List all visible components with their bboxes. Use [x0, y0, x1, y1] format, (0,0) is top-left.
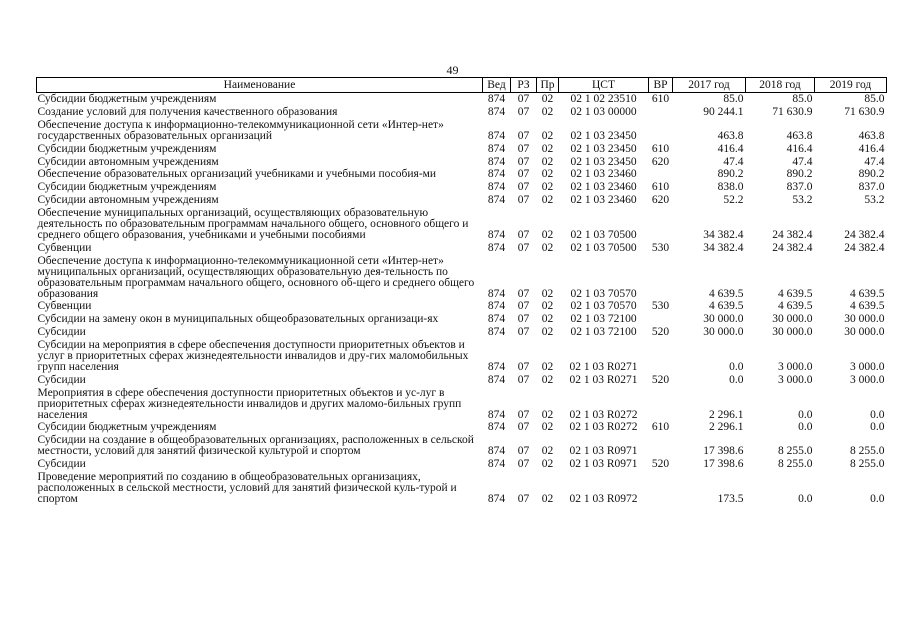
- row-amount-2018: 3 000.0: [778, 373, 813, 386]
- row-amount-2018: 0.0: [798, 421, 813, 434]
- row-amount-2017: 17 398.6: [703, 445, 744, 458]
- col-header-cst: ЦСТ: [559, 78, 649, 93]
- row-vr: [649, 313, 673, 326]
- row-ved: 874: [487, 421, 506, 434]
- row-amount-2018: 85.0: [792, 93, 813, 105]
- row-pr: 02: [541, 168, 554, 181]
- table-body: [37, 93, 887, 506]
- row-name: Субсидии: [37, 373, 86, 386]
- row-ved: 874: [487, 313, 506, 326]
- row-name: Субсидии бюджетным учреждениям: [37, 142, 217, 155]
- row-vr: 530: [651, 241, 670, 254]
- row-pr: 02: [541, 194, 554, 207]
- row-vr: 610: [651, 93, 670, 105]
- row-cst: 02 1 03 23460: [570, 181, 637, 194]
- col-header-2017: 2017 год: [673, 78, 746, 93]
- row-pr: 02: [541, 445, 554, 458]
- row-vr: 620: [651, 194, 670, 207]
- row-pr: 02: [541, 241, 554, 254]
- row-rz: 07: [517, 228, 530, 241]
- row-amount-2019: 53.2: [864, 194, 885, 207]
- row-vr: 610: [651, 421, 670, 434]
- row-ved: 874: [487, 93, 506, 105]
- row-ved: 874: [487, 168, 506, 181]
- table-row: [37, 421, 887, 434]
- row-cst: 02 1 03 R0271: [569, 373, 638, 386]
- row-amount-2018: 0.0: [798, 408, 813, 421]
- row-amount-2019: 0.0: [870, 421, 885, 434]
- row-name: Субсидии автономным учреждениям: [37, 194, 219, 207]
- row-ved: 874: [487, 300, 506, 313]
- row-vr: 610: [651, 142, 670, 155]
- col-header-name: Наименование: [37, 78, 483, 93]
- table-row: [37, 458, 887, 471]
- row-vr: [649, 434, 673, 458]
- row-cst: 02 1 03 R0971: [569, 445, 638, 458]
- row-rz: 07: [517, 313, 530, 326]
- col-header-pr: Пр: [537, 78, 559, 93]
- row-ved: 874: [487, 228, 506, 241]
- row-vr: [649, 471, 673, 506]
- table-row: [37, 143, 887, 156]
- budget-table: [36, 77, 887, 506]
- row-amount-2019: 24 382.4: [844, 241, 885, 254]
- row-pr: 02: [541, 421, 554, 434]
- row-pr: 02: [541, 326, 554, 339]
- row-name: Субвенции: [37, 300, 92, 313]
- row-rz: 07: [517, 300, 530, 313]
- row-pr: 02: [541, 142, 554, 155]
- row-amount-2017: 2 296.1: [709, 421, 744, 434]
- row-cst: 02 1 03 23450: [570, 155, 637, 168]
- row-rz: 07: [517, 155, 530, 168]
- row-cst: 02 1 03 70570: [570, 300, 637, 313]
- col-header-rz: РЗ: [511, 78, 537, 93]
- row-cst: 02 1 03 00000: [570, 105, 637, 118]
- row-name: Субсидии бюджетным учреждениям: [37, 93, 217, 105]
- row-amount-2018: 4 639.5: [778, 287, 813, 300]
- row-pr: 02: [541, 105, 554, 118]
- row-amount-2018: 24 382.4: [772, 228, 813, 241]
- row-cst: 02 1 03 72100: [570, 326, 637, 339]
- row-amount-2019: 71 630.9: [844, 105, 885, 118]
- row-cst: 02 1 03 23460: [570, 194, 637, 207]
- row-rz: 07: [517, 373, 530, 386]
- row-rz: 07: [517, 445, 530, 458]
- row-ved: 874: [487, 445, 506, 458]
- row-vr: [649, 387, 673, 422]
- row-rz: 07: [517, 287, 530, 300]
- row-name: Субсидии на мероприятия в сфере обеспечения доступности приоритетных объектов и услуг в приоритетных сферах жизнедеятельности инвалидов и дру-гих маломобильных групп населения: [37, 339, 469, 373]
- row-amount-2017: 17 398.6: [703, 458, 744, 471]
- row-amount-2019: 0.0: [870, 408, 885, 421]
- row-name: Субсидии: [37, 458, 86, 471]
- row-vr: [649, 255, 673, 301]
- table-row: [37, 387, 887, 422]
- page-number: 49: [446, 63, 459, 77]
- row-amount-2019: 85.0: [864, 93, 885, 105]
- row-pr: 02: [541, 181, 554, 194]
- row-pr: 02: [541, 492, 554, 505]
- row-amount-2017: 30 000.0: [703, 326, 744, 339]
- row-amount-2019: 8 255.0: [850, 445, 885, 458]
- row-name: Субсидии бюджетным учреждениям: [37, 421, 217, 434]
- row-amount-2018: 53.2: [792, 194, 813, 207]
- row-amount-2017: 463.8: [717, 129, 744, 142]
- row-cst: 02 1 03 R0272: [569, 421, 638, 434]
- row-ved: 874: [487, 458, 506, 471]
- row-amount-2019: 837.0: [858, 181, 885, 194]
- row-amount-2019: 416.4: [858, 142, 885, 155]
- row-amount-2017: 890.2: [717, 168, 744, 181]
- row-rz: 07: [517, 142, 530, 155]
- row-ved: 874: [487, 326, 506, 339]
- row-name: Проведение мероприятий по созданию в общеобразовательных организациях, расположенных в сельской местности, условий для занятий физической куль-турой и спортом: [37, 471, 457, 505]
- row-amount-2017: 34 382.4: [703, 241, 744, 254]
- row-amount-2018: 3 000.0: [778, 360, 813, 373]
- row-amount-2019: 3 000.0: [850, 373, 885, 386]
- row-cst: 02 1 03 72100: [570, 313, 637, 326]
- table-row: [37, 156, 887, 169]
- table-row: [37, 471, 887, 506]
- row-cst: 02 1 02 23510: [570, 93, 637, 105]
- row-vr: [649, 168, 673, 181]
- row-pr: 02: [541, 458, 554, 471]
- row-amount-2019: 30 000.0: [844, 326, 885, 339]
- row-ved: 874: [487, 408, 506, 421]
- row-cst: 02 1 03 R0271: [569, 360, 638, 373]
- row-cst: 02 1 03 R0972: [569, 492, 638, 505]
- row-amount-2018: 837.0: [786, 181, 813, 194]
- row-amount-2019: 3 000.0: [850, 360, 885, 373]
- row-vr: 520: [651, 373, 670, 386]
- table-row: [37, 326, 887, 339]
- table-row: [37, 339, 887, 374]
- row-rz: 07: [517, 241, 530, 254]
- row-cst: 02 1 03 23450: [570, 129, 637, 142]
- row-amount-2019: 47.4: [864, 155, 885, 168]
- row-ved: 874: [487, 287, 506, 300]
- row-pr: 02: [541, 360, 554, 373]
- table-row: [37, 255, 887, 301]
- row-rz: 07: [517, 194, 530, 207]
- row-amount-2019: 24 382.4: [844, 228, 885, 241]
- row-ved: 874: [487, 241, 506, 254]
- row-pr: 02: [541, 300, 554, 313]
- row-amount-2019: 890.2: [858, 168, 885, 181]
- row-amount-2018: 71 630.9: [772, 105, 813, 118]
- row-rz: 07: [517, 105, 530, 118]
- row-cst: 02 1 03 23460: [570, 168, 637, 181]
- row-pr: 02: [541, 313, 554, 326]
- row-ved: 874: [487, 155, 506, 168]
- row-rz: 07: [517, 129, 530, 142]
- row-name: Субсидии: [37, 326, 86, 339]
- row-name: Субсидии автономным учреждениям: [37, 155, 219, 168]
- row-amount-2019: 30 000.0: [844, 313, 885, 326]
- row-vr: 520: [651, 458, 670, 471]
- row-rz: 07: [517, 93, 530, 105]
- row-ved: 874: [487, 373, 506, 386]
- row-cst: 02 1 03 R0272: [569, 408, 638, 421]
- row-rz: 07: [517, 168, 530, 181]
- table-row: [37, 207, 887, 242]
- col-header-vr: ВР: [649, 78, 673, 93]
- row-name: Обеспечение муниципальных организаций, осуществляющих образовательную деятельность по образовательным программам начального общего, основного общего и среднего общего образования, учебниками и учебными пособиями: [37, 207, 469, 241]
- row-name: Субсидии на замену окон в муниципальных общеобразовательных организаци-ях: [37, 313, 439, 326]
- row-vr: [649, 207, 673, 242]
- row-amount-2017: 0.0: [729, 360, 744, 373]
- row-ved: 874: [487, 181, 506, 194]
- row-ved: 874: [487, 194, 506, 207]
- row-cst: 02 1 03 23450: [570, 142, 637, 155]
- row-amount-2018: 47.4: [792, 155, 813, 168]
- table-row: [37, 119, 887, 143]
- row-amount-2017: 47.4: [723, 155, 744, 168]
- row-pr: 02: [541, 373, 554, 386]
- row-amount-2017: 838.0: [717, 181, 744, 194]
- row-amount-2017: 34 382.4: [703, 228, 744, 241]
- row-rz: 07: [517, 408, 530, 421]
- row-amount-2017: 30 000.0: [703, 313, 744, 326]
- row-pr: 02: [541, 287, 554, 300]
- row-pr: 02: [541, 129, 554, 142]
- row-amount-2017: 4 639.5: [709, 287, 744, 300]
- row-name: Субвенции: [37, 241, 92, 254]
- row-amount-2017: 416.4: [717, 142, 744, 155]
- row-amount-2017: 4 639.5: [709, 300, 744, 313]
- row-ved: 874: [487, 492, 506, 505]
- table-row: [37, 93, 887, 106]
- row-amount-2017: 90 244.1: [703, 105, 744, 118]
- table-header: [37, 78, 887, 93]
- row-amount-2019: 4 639.5: [850, 300, 885, 313]
- row-vr: 620: [651, 155, 670, 168]
- row-pr: 02: [541, 93, 554, 105]
- row-vr: 520: [651, 326, 670, 339]
- row-pr: 02: [541, 228, 554, 241]
- row-rz: 07: [517, 360, 530, 373]
- row-amount-2018: 30 000.0: [772, 326, 813, 339]
- row-pr: 02: [541, 408, 554, 421]
- row-name: Субсидии бюджетным учреждениям: [37, 181, 217, 194]
- row-vr: [649, 119, 673, 143]
- table-row: [37, 242, 887, 255]
- row-rz: 07: [517, 421, 530, 434]
- row-ved: 874: [487, 142, 506, 155]
- row-name: Обеспечение образовательных организаций учебниками и учебными пособия-ми: [37, 168, 437, 181]
- row-name: Создание условий для получения качественного образования: [37, 105, 338, 118]
- row-cst: 02 1 03 70500: [570, 241, 637, 254]
- row-amount-2018: 8 255.0: [778, 445, 813, 458]
- row-amount-2018: 463.8: [786, 129, 813, 142]
- row-amount-2017: 52.2: [723, 194, 744, 207]
- row-vr: [649, 339, 673, 374]
- row-rz: 07: [517, 458, 530, 471]
- row-name: Мероприятия в сфере обеспечения доступности приоритетных объектов и ус-луг в приоритетных сферах жизнедеятельности инвалидов и других маломо-бильных групп населения: [37, 386, 462, 421]
- row-amount-2017: 173.5: [717, 492, 744, 505]
- table-row: [37, 106, 887, 119]
- table-row: [37, 300, 887, 313]
- row-ved: 874: [487, 105, 506, 118]
- row-amount-2018: 4 639.5: [778, 300, 813, 313]
- table-row: [37, 168, 887, 181]
- row-rz: 07: [517, 326, 530, 339]
- row-vr: 610: [651, 181, 670, 194]
- row-amount-2019: 0.0: [870, 492, 885, 505]
- row-amount-2019: 8 255.0: [850, 458, 885, 471]
- table-row: [37, 313, 887, 326]
- row-cst: 02 1 03 70570: [570, 287, 637, 300]
- row-ved: 874: [487, 360, 506, 373]
- row-name: Субсидии на создание в общеобразовательных организациях, расположенных в сельской местности, условий для занятий физической культурой и спортом: [37, 434, 474, 458]
- table-row: [37, 374, 887, 387]
- row-amount-2018: 8 255.0: [778, 458, 813, 471]
- row-pr: 02: [541, 155, 554, 168]
- row-vr: [649, 106, 673, 119]
- table-row: [37, 181, 887, 194]
- row-vr: 530: [651, 300, 670, 313]
- table-row: [37, 434, 887, 458]
- row-amount-2018: 24 382.4: [772, 241, 813, 254]
- row-ved: 874: [487, 129, 506, 142]
- row-amount-2018: 416.4: [786, 142, 813, 155]
- row-amount-2018: 30 000.0: [772, 313, 813, 326]
- col-header-2018: 2018 год: [746, 78, 815, 93]
- col-header-ved: Вед: [483, 78, 511, 93]
- row-cst: 02 1 03 R0971: [569, 458, 638, 471]
- row-amount-2019: 463.8: [858, 129, 885, 142]
- row-cst: 02 1 03 70500: [570, 228, 637, 241]
- row-rz: 07: [517, 492, 530, 505]
- row-name: Обеспечение доступа к информационно-телекоммуникационной сети «Интер-нет» государственных образовательных организаций: [37, 118, 444, 142]
- row-amount-2017: 85.0: [723, 93, 744, 105]
- row-name: Обеспечение доступа к информационно-телекоммуникационной сети «Интер-нет» муниципальных организаций, осуществляющих образовательную дея-тельность по образовательным программам начального общего, основного об-щего и среднего общего образования: [37, 254, 475, 300]
- row-amount-2018: 890.2: [786, 168, 813, 181]
- table-row: [37, 194, 887, 207]
- row-amount-2017: 2 296.1: [709, 408, 744, 421]
- row-amount-2017: 0.0: [729, 373, 744, 386]
- col-header-2019: 2019 год: [815, 78, 887, 93]
- row-rz: 07: [517, 181, 530, 194]
- row-amount-2019: 4 639.5: [850, 287, 885, 300]
- row-amount-2018: 0.0: [798, 492, 813, 505]
